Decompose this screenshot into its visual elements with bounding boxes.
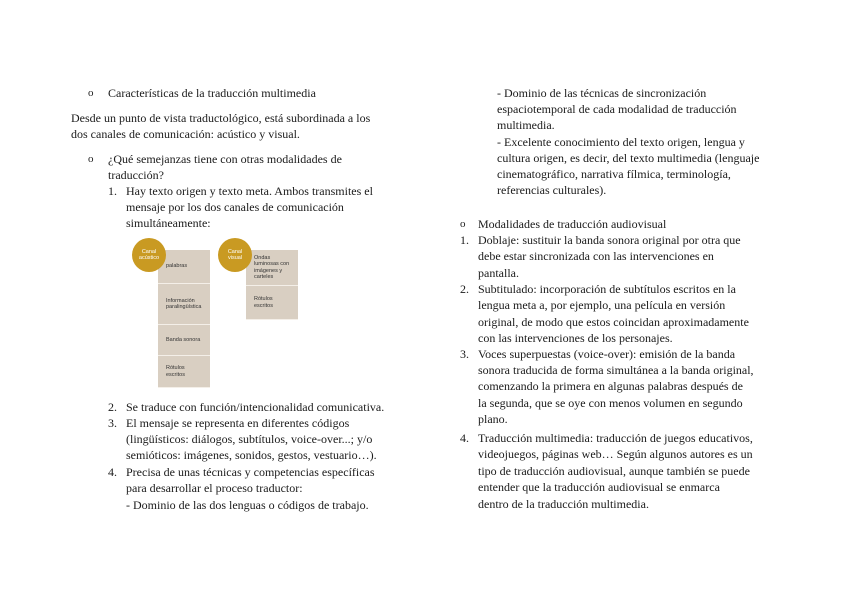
similarity-item-3: semióticos: imágenes, sonidos, gestos, vestuario…). — [126, 448, 377, 462]
diagram-box-paralinguistic: Información paralingüística — [158, 284, 210, 325]
list-bullet: o — [88, 153, 94, 165]
modality-voice-over: plano. — [478, 412, 508, 426]
similarity-item-1: Hay texto origen y texto meta. Ambos transmites el — [126, 184, 373, 198]
modality-multimedia: videojuegos, páginas web… Según algunos autores es un — [478, 447, 753, 461]
similarity-item-4: Precisa de unas técnicas y competencias específicas — [126, 465, 375, 479]
modality-multimedia: tipo de traducción audiovisual, aunque también se puede — [478, 464, 750, 478]
similarity-item-4: - Dominio de las dos lenguas o códigos de trabajo. — [126, 498, 369, 512]
similarity-item-2: Se traduce con función/intencionalidad comunicativa. — [126, 400, 385, 414]
diagram-box-written-captions: Rótulos escritos — [158, 356, 210, 388]
modality-voice-over: comenzando la primera en algunas palabras después de — [478, 379, 743, 393]
acoustic-channel-circle: Canal acústico — [132, 238, 166, 272]
intro-line: dos canales de comunicación: acústico y visual. — [71, 127, 300, 141]
list-number: 1. — [460, 233, 469, 247]
list-number: 2. — [460, 282, 469, 296]
modality-subtitling: lengua meta a, por ejemplo, una película en versión — [478, 298, 726, 312]
section-heading-modalities: Modalidades de traducción audiovisual — [478, 217, 667, 231]
similarity-item-3: (lingüísticos: diálogos, subtítulos, voice-over...; y/o — [126, 432, 373, 446]
modality-subtitling: Subtitulado: incorporación de subtítulos escritos en la — [478, 282, 736, 296]
question-line: ¿Qué semejanzas tiene con otras modalidades de — [108, 152, 342, 166]
diagram-box-soundtrack: Banda sonora — [158, 325, 210, 356]
diagram-box-words: palabras — [158, 250, 210, 284]
list-number: 4. — [460, 431, 469, 445]
similarity-item-1: mensaje por los dos canales de comunicación — [126, 200, 344, 214]
competence-line: referencias culturales). — [497, 183, 607, 197]
modality-multimedia: dentro de la traducción multimedia. — [478, 497, 649, 511]
list-number: 3. — [460, 347, 469, 361]
list-number: 4. — [108, 465, 117, 479]
competence-line: - Dominio de las técnicas de sincronización — [497, 86, 707, 100]
competence-line: cultura origen, es decir, del texto multimedia (lenguaje — [497, 151, 760, 165]
modality-subtitling: con las intervenciones de los personajes. — [478, 331, 673, 345]
list-bullet: o — [88, 87, 94, 99]
modality-voice-over: sonora traducida de forma simultánea a la banda original, — [478, 363, 754, 377]
diagram-box-visual-captions: Rótulos escritos — [246, 286, 298, 320]
modality-subtitling: original, de modo que estos coincidan aproximadamente — [478, 315, 749, 329]
similarity-item-4: para desarrollar el proceso traductor: — [126, 481, 303, 495]
modality-multimedia: entender que la traducción audiovisual se enmarca — [478, 480, 720, 494]
modality-dubbing: debe estar sincronizada con las intervenciones en — [478, 249, 714, 263]
modality-multimedia: Traducción multimedia: traducción de juegos educativos, — [478, 431, 753, 445]
channels-diagram — [128, 236, 303, 388]
intro-line: Desde un punto de vista traductológico, está subordinada a los — [71, 111, 371, 125]
list-number: 2. — [108, 400, 117, 414]
list-bullet: o — [460, 218, 466, 230]
modality-voice-over: la segunda, que se oye con menos volumen en segundo — [478, 396, 743, 410]
list-number: 3. — [108, 416, 117, 430]
question-line: traducción? — [108, 168, 164, 182]
similarity-item-1: simultáneamente: — [126, 216, 211, 230]
competence-line: cinematográfico, narrativa fílmica, terminología, — [497, 167, 731, 181]
competence-line: espaciotemporal de cada modalidad de traducción — [497, 102, 737, 116]
modality-dubbing: Doblaje: sustituir la banda sonora original por otra que — [478, 233, 741, 247]
diagram-box-light-waves: Ondas luminosas con imágenes y carteles — [246, 250, 298, 286]
list-number: 1. — [108, 184, 117, 198]
visual-channel-circle: Canal visual — [218, 238, 252, 272]
section-heading-characteristics: Características de la traducción multimedia — [108, 86, 316, 100]
modality-dubbing: pantalla. — [478, 266, 519, 280]
modality-voice-over: Voces superpuestas (voice-over): emisión de la banda — [478, 347, 736, 361]
competence-line: - Excelente conocimiento del texto origen, lengua y — [497, 135, 745, 149]
competence-line: multimedia. — [497, 118, 555, 132]
similarity-item-3: El mensaje se representa en diferentes códigos — [126, 416, 350, 430]
